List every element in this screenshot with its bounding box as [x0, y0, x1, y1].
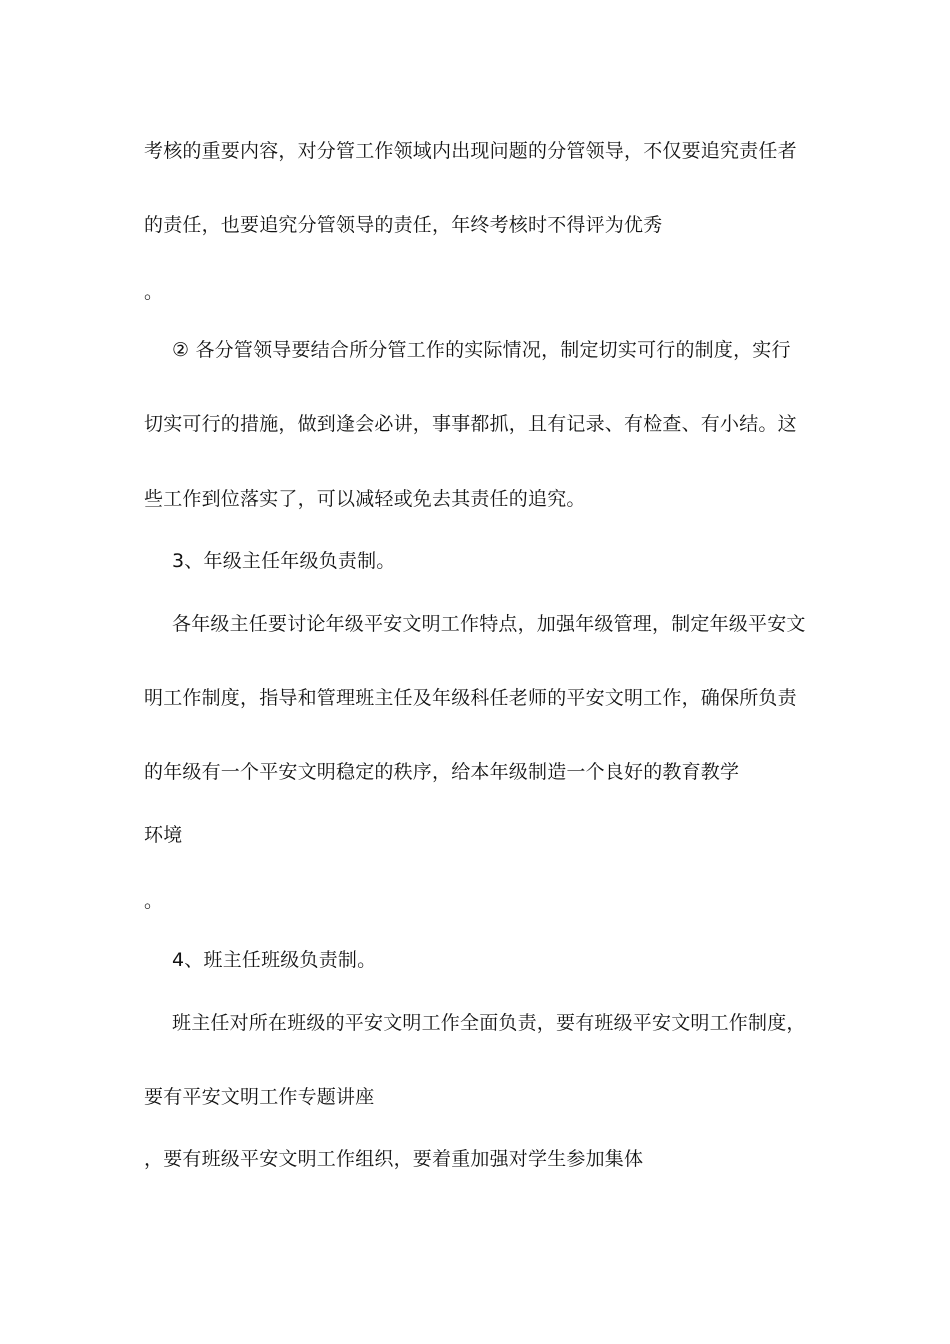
- section-heading: 3、年级主任年级负责制。: [172, 550, 396, 572]
- text-line: 些工作到位落实了，可以减轻或免去其责任的追究。: [144, 488, 586, 510]
- text-line: 。: [144, 281, 164, 303]
- text-line: 切实可行的措施，做到逢会必讲，事事都抓，且有记录、有检查、有小结。这: [144, 413, 797, 435]
- text-line: 的年级有一个平安文明稳定的秩序，给本年级制造一个良好的教育教学: [144, 761, 740, 783]
- text-line: 的责任，也要追究分管领导的责任，年终考核时不得评为优秀: [144, 214, 663, 236]
- section-heading: 4、班主任班级负责制。: [172, 949, 377, 971]
- text-line: 。: [144, 890, 164, 912]
- text-line: 各年级主任要讨论年级平安文明工作特点，加强年级管理，制定年级平安文: [172, 613, 806, 635]
- text-line: 明工作制度，指导和管理班主任及年级科任老师的平安文明工作，确保所负责: [144, 687, 797, 709]
- text-line: 要有平安文明工作专题讲座: [144, 1086, 375, 1108]
- text-line: 环境: [144, 824, 183, 846]
- text-line: ，要有班级平安文明工作组织，要着重加强对学生参加集体: [144, 1148, 644, 1170]
- text-line: 班主任对所在班级的平安文明工作全面负责，要有班级平安文明工作制度，: [172, 1012, 806, 1034]
- text-line: 考核的重要内容，对分管工作领域内出现问题的分管领导，不仅要追究责任者: [144, 140, 797, 162]
- text-line: ② 各分管领导要结合所分管工作的实际情况，制定切实可行的制度，实行: [172, 339, 791, 361]
